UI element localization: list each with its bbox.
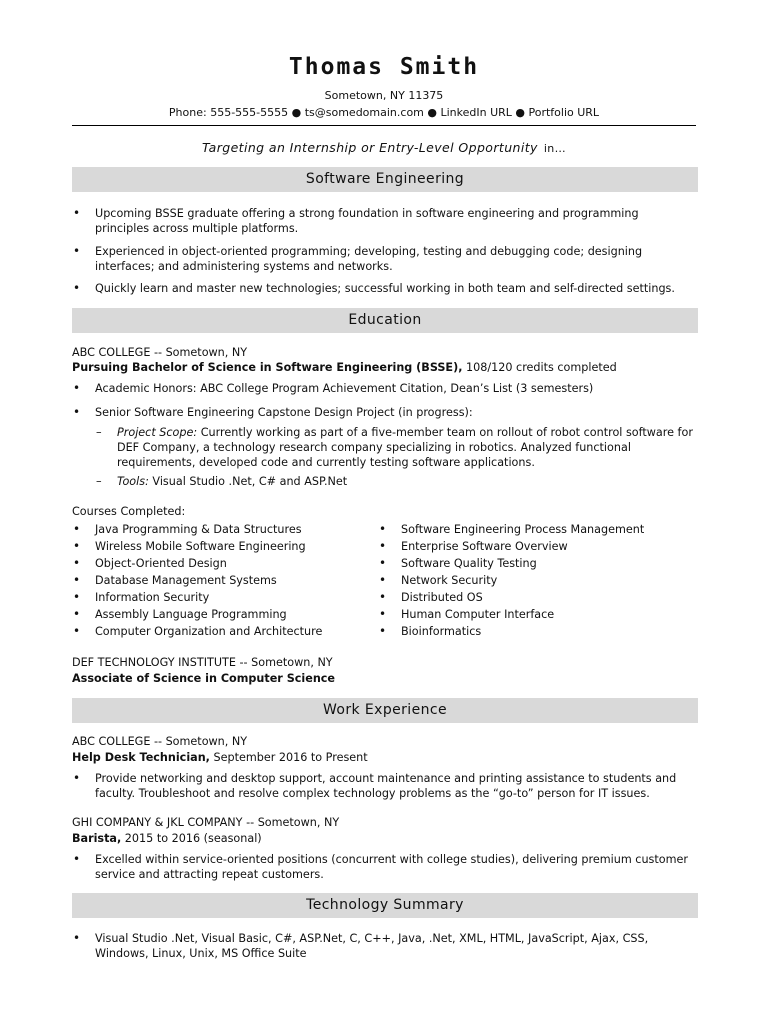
education-bullet: • Academic Honors: ABC College Program Achievement Citation, Dean’s List (3 semesters)	[95, 381, 695, 396]
job-dates: September 2016 to Present	[209, 751, 368, 764]
job-title-line	[72, 831, 262, 846]
job-title: Help Desk Technician,	[72, 751, 210, 764]
address-line: Sometown, NY 11375	[324, 89, 444, 102]
job-title: Barista,	[72, 832, 122, 845]
course-item: • Object-Oriented Design	[95, 555, 227, 572]
course-item: • Human Computer Interface	[401, 606, 554, 623]
section-heading-work: Work Experience	[72, 698, 698, 723]
job-dates: 2015 to 2016 (seasonal)	[121, 832, 262, 845]
course-item: • Information Security	[95, 589, 209, 606]
course-item: • Computer Organization and Architecture	[95, 623, 322, 640]
course-item: • Wireless Mobile Software Engineering	[95, 538, 306, 555]
school-name: ABC COLLEGE -- Sometown, NY	[72, 346, 248, 359]
project-tools	[117, 474, 697, 489]
project-scope-label: Project Scope:	[117, 426, 198, 439]
summary-bullet: • Experienced in object-oriented programming; developing, testing and debugging code; designing interfaces; and administering systems and networks.	[95, 244, 695, 274]
project-scope	[117, 425, 697, 470]
work-bullet: • Excelled within service-oriented positions (concurrent with college studies), delivering premium customer service and attracting repeat customers.	[95, 852, 695, 882]
header-divider	[72, 125, 696, 126]
degree-note: 108/120 credits completed	[462, 361, 617, 374]
school-name: DEF TECHNOLOGY INSTITUTE -- Sometown, NY	[72, 656, 333, 669]
course-item: • Software Engineering Process Management	[401, 521, 644, 538]
degree-title: Associate of Science in Computer Science	[72, 672, 336, 685]
degree-title: Pursuing Bachelor of Science in Software Engineering (BSSE),	[72, 361, 463, 374]
section-heading-education: Education	[72, 308, 698, 333]
candidate-name: Thomas Smith	[288, 54, 480, 80]
course-item: • Software Quality Testing	[401, 555, 537, 572]
course-item: • Distributed OS	[401, 589, 483, 606]
courses-label: Courses Completed:	[72, 505, 186, 518]
project-scope-text: Currently working as part of a five-member team on rollout of robot control software for DEF Company, a technology research company specializing in robotics. Analyzed functional requirements, developed code and currently testing software applications.	[117, 426, 693, 469]
education-bullet: • Senior Software Engineering Capstone Design Project (in progress):	[95, 405, 695, 420]
job-title-line	[72, 750, 368, 765]
course-item: • Assembly Language Programming	[95, 606, 287, 623]
section-heading-summary: Software Engineering	[72, 167, 698, 192]
course-item: • Java Programming & Data Structures	[95, 521, 302, 538]
technology-bullet: • Visual Studio .Net, Visual Basic, C#, ASP.Net, C, C++, Java, .Net, XML, HTML, JavaScript, Ajax, CSS, Windows, Linux, Unix, MS Office Suite	[95, 931, 695, 961]
degree-line	[72, 360, 617, 375]
target-suffix: in…	[543, 142, 567, 155]
section-heading-technology: Technology Summary	[72, 893, 698, 918]
course-item: • Bioinformatics	[401, 623, 481, 640]
target-statement	[0, 140, 768, 155]
work-bullet: • Provide networking and desktop support, account maintenance and printing assistance to students and faculty. Troubleshoot and resolve complex technology problems as the “go-to” person for IT issues.	[95, 771, 695, 801]
employer-name: ABC COLLEGE -- Sometown, NY	[72, 735, 248, 748]
project-tools-label: Tools:	[117, 475, 149, 488]
course-item: • Database Management Systems	[95, 572, 277, 589]
target-text: Targeting an Internship or Entry-Level Opportunity	[201, 140, 538, 155]
summary-bullet: • Quickly learn and master new technologies; successful working in both team and self-directed settings.	[95, 281, 695, 296]
project-tools-text: Visual Studio .Net, C# and ASP.Net	[148, 475, 348, 488]
contact-line: Phone: 555-555-5555 ● ts@somedomain.com ● LinkedIn URL ● Portfolio URL	[168, 106, 600, 119]
course-item: • Enterprise Software Overview	[401, 538, 568, 555]
employer-name: GHI COMPANY & JKL COMPANY -- Sometown, NY	[72, 816, 340, 829]
course-item: • Network Security	[401, 572, 497, 589]
summary-bullet: • Upcoming BSSE graduate offering a strong foundation in software engineering and programming principles across multiple platforms.	[95, 206, 695, 236]
